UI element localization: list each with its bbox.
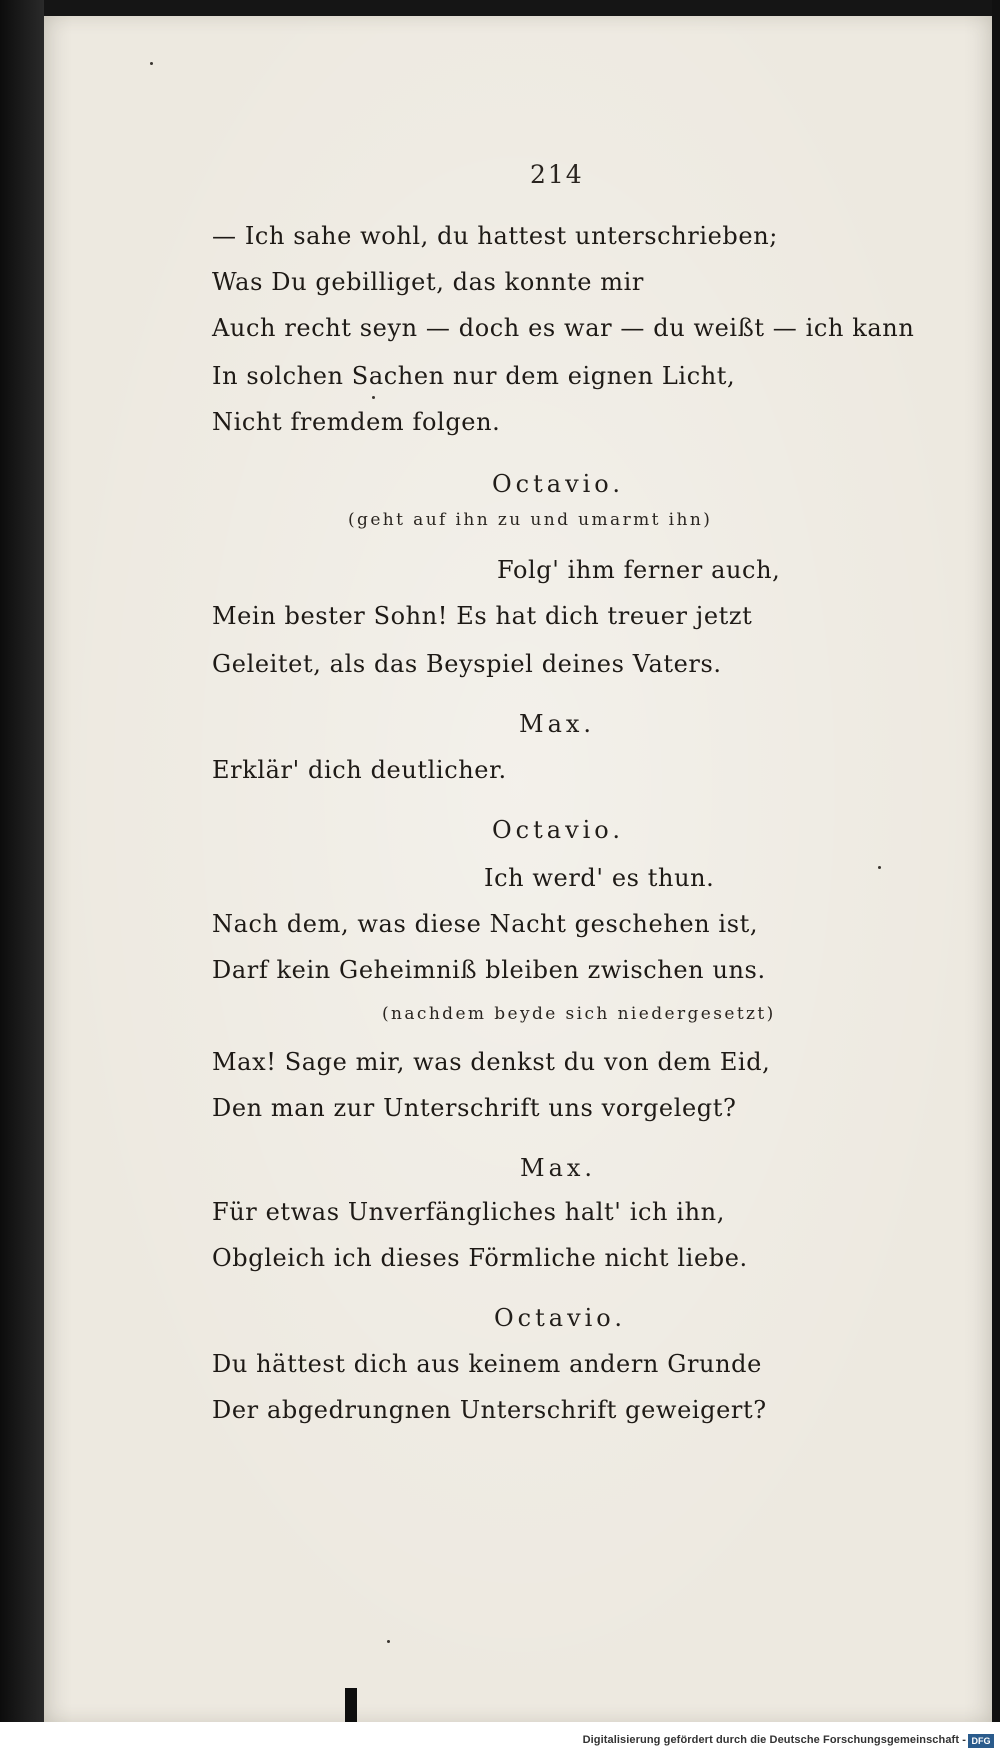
paper-speck [387, 1640, 390, 1643]
book-spine-left [0, 0, 44, 1754]
paper-speck [150, 62, 153, 65]
speaker-name: Max. [519, 710, 596, 738]
verse-line: Ich werd' es thun. [484, 864, 715, 892]
verse-line: Was Du gebilliget, das konnte mir [212, 268, 644, 296]
verse-line: — Ich sahe wohl, du hattest unterschrieben; [212, 222, 778, 250]
verse-line: Darf kein Geheimniß bleiben zwischen uns. [212, 956, 766, 984]
dfg-logo: DFG [968, 1734, 994, 1748]
verse-line: Erklär' dich deutlicher. [212, 756, 507, 784]
verse-line: Obgleich ich dieses Förmliche nicht liebe. [212, 1244, 748, 1272]
verse-line: Max! Sage mir, was denkst du von dem Eid, [212, 1048, 771, 1076]
verse-line: In solchen Sachen nur dem eignen Licht, [212, 362, 736, 390]
verse-line: Für etwas Unverfängliches halt' ich ihn, [212, 1198, 725, 1226]
verse-line: Nach dem, was diese Nacht geschehen ist, [212, 910, 759, 938]
verse-line: Auch recht seyn — doch es war — du weißt — ich kann [212, 314, 915, 342]
verse-line: Du hättest dich aus keinem andern Grunde [212, 1350, 762, 1378]
book-edge-right [992, 0, 1000, 1754]
speaker-name: Octavio. [492, 816, 624, 844]
verse-line: Der abgedrungnen Unterschrift geweigert? [212, 1396, 767, 1424]
digitization-credit: Digitalisierung gefördert durch die Deutsche Forschungsgemeinschaft - [582, 1734, 966, 1746]
stage-direction: (geht auf ihn zu und umarmt ihn) [348, 510, 713, 530]
verse-line: Geleitet, als das Beyspiel deines Vaters. [212, 650, 722, 678]
page-number: 214 [530, 160, 584, 189]
verse-line: Folg' ihm ferner auch, [497, 556, 781, 584]
binding-mark [345, 1688, 357, 1724]
speaker-name: Max. [520, 1154, 597, 1182]
speaker-name: Octavio. [492, 470, 624, 498]
paper-speck [878, 866, 881, 869]
paper-speck [372, 396, 375, 399]
verse-line: Mein bester Sohn! Es hat dich treuer jetzt [212, 602, 753, 630]
verse-line: Den man zur Unterschrift uns vorgelegt? [212, 1094, 737, 1122]
stage-direction: (nachdem beyde sich niedergesetzt) [382, 1004, 776, 1024]
digitization-footer [0, 1722, 1000, 1754]
speaker-name: Octavio. [494, 1304, 626, 1332]
verse-line: Nicht fremdem folgen. [212, 408, 501, 436]
